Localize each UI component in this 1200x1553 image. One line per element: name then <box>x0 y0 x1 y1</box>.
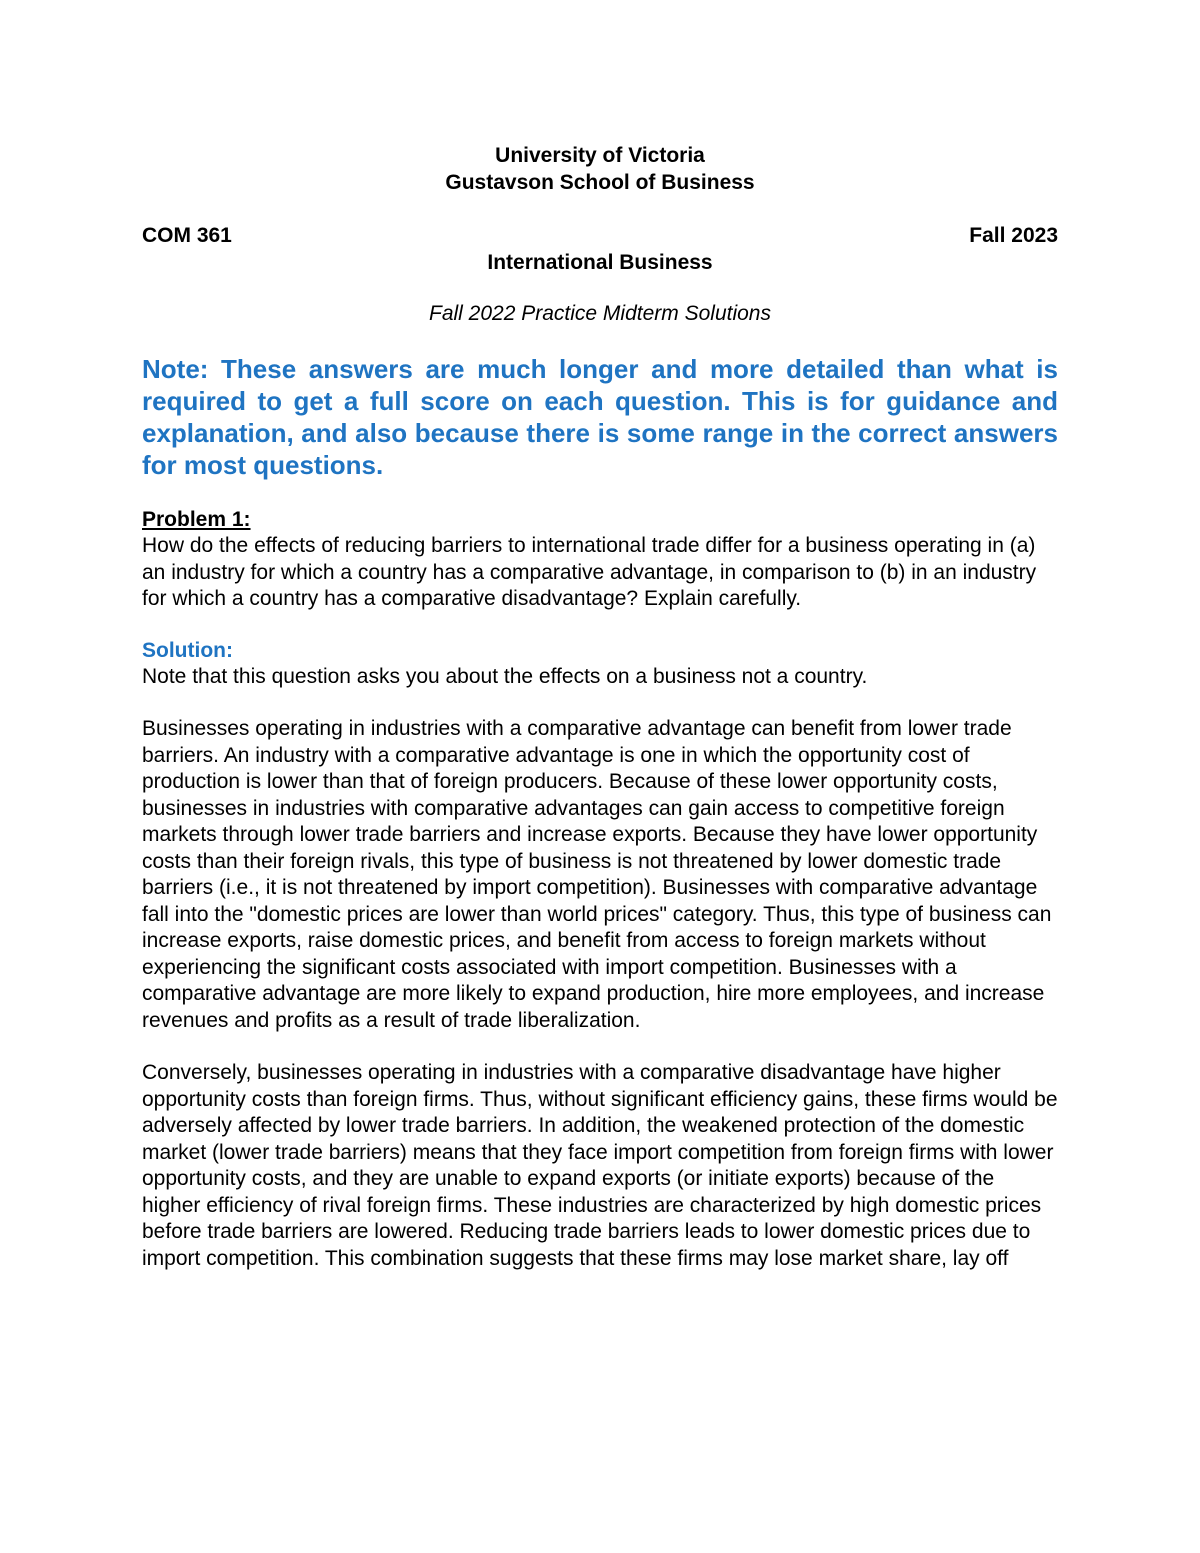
university-name: University of Victoria <box>495 144 705 167</box>
document-subtitle: Fall 2022 Practice Midterm Solutions <box>429 302 771 325</box>
document-page <box>142 142 1058 1272</box>
solution-paragraph-1: Businesses operating in industries with a comparative advantage can benefit from lower trade barriers. An industry with a comparative advantage is one in which the opportunity cost of production is lower than that of foreign producers. Because of these lower opportunity costs, businesses in industries with comparative advantages can gain access to competitive foreign markets through lower trade barriers and increase exports. Because they have lower opportunity costs than their foreign rivals, this type of business is not threatened by lower domestic trade barriers (i.e., it is not threatened by import competition). Businesses with comparative advantage fall into the "domestic prices are lower than world prices" category. Thus, this type of business can increase exports, raise domestic prices, and benefit from access to foreign markets without experiencing the significant costs associated with import competition. Businesses with a comparative advantage are more likely to expand production, hire more employees, and increase revenues and profits as a result of trade liberalization. <box>142 717 1052 1032</box>
course-title: International Business <box>487 251 713 274</box>
problem-1-question: How do the effects of reducing barriers to international trade differ for a business operating in (a) an industry for which a country has a comparative advantage, in comparison to (b) in an industry for which a country has a comparative disadvantage? Explain carefully. <box>142 534 1037 610</box>
solution-intro: Note that this question asks you about the effects on a business not a country. <box>142 664 868 688</box>
school-name: Gustavson School of Business <box>445 171 755 194</box>
term: Fall 2023 <box>969 224 1058 247</box>
solution-label: Solution: <box>142 638 233 662</box>
guidance-note: Note: These answers are much longer and more detailed than what is required to get a full score on each question. This is for guidance and explanation, and also because there is some range in the correct answers for most questions. <box>142 354 1058 480</box>
course-code: COM 361 <box>142 224 232 247</box>
course-row <box>142 222 1058 249</box>
problem-1-label: Problem 1: <box>142 508 251 531</box>
solution-paragraph-2: Conversely, businesses operating in industries with a comparative disadvantage have higher opportunity costs than foreign firms. Thus, without significant efficiency gains, these firms would be adversely affected by lower trade barriers. In addition, the weakened protection of the domestic market (lower trade barriers) means that they face import competition from foreign firms with lower opportunity costs, and they are unable to expand exports (or initiate exports) because of the higher efficiency of rival foreign firms. These industries are characterized by high domestic prices before trade barriers are lowered. Reducing trade barriers leads to lower domestic prices due to import competition. This combination suggests that these firms may lose market share, lay off <box>142 1061 1058 1270</box>
